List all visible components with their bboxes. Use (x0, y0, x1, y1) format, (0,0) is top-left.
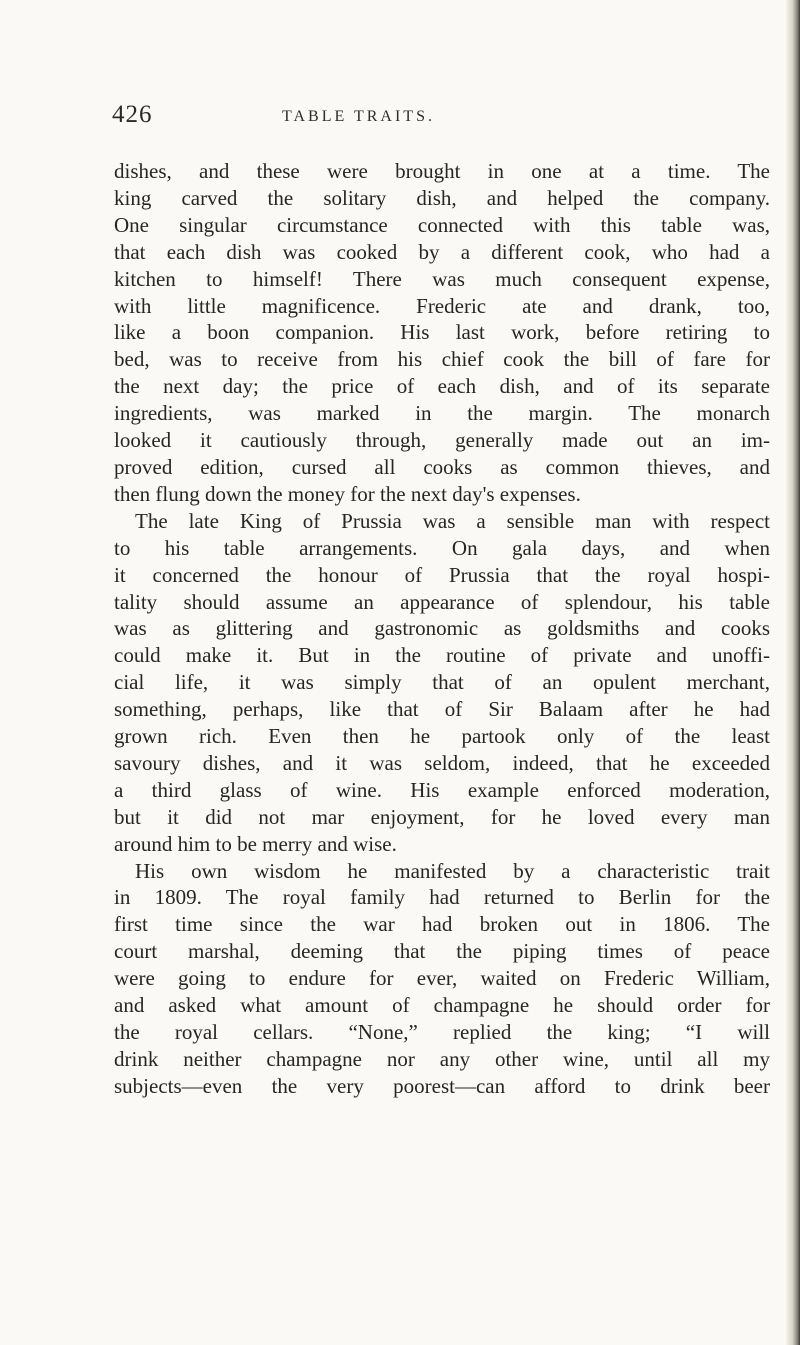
text-line: king carved the solitary dish, and helped the company. (114, 185, 770, 210)
text-line: then flung down the money for the next day's expenses. (114, 481, 581, 506)
text-line: bed, was to receive from his chief cook the bill of fare for (114, 347, 770, 372)
text-line: savoury dishes, and it was seldom, indeed, that he exceeded (114, 750, 770, 775)
text-line: grown rich. Even then he partook only of the least (114, 724, 770, 749)
text-line: One singular circumstance connected with this table was, (114, 212, 770, 237)
text-line: the royal cellars. “None,” replied the king; “I will (114, 1020, 770, 1044)
page-number: 426 (112, 101, 153, 128)
text-line: looked it cautiously through, generally made out an im- (114, 428, 770, 453)
text-line: with little magnificence. Frederic ate and drank, too, (114, 293, 770, 318)
text-line: something, perhaps, like that of Sir Balaam after he had (114, 697, 770, 722)
text-line: to his table arrangements. On gala days, and when (114, 535, 770, 560)
text-line: subjects—even the very poorest—can afford to drink beer (114, 1073, 770, 1098)
text-line: and asked what amount of champagne he should order for (114, 993, 770, 1018)
text-line: His own wisdom he manifested by a characteristic trait (135, 858, 770, 883)
text-line: around him to be merry and wise. (114, 831, 397, 856)
text-line: dishes, and these were brought in one at a time. The (114, 159, 770, 183)
text-line: court marshal, deeming that the piping times of peace (114, 939, 770, 964)
text-line: the next day; the price of each dish, and of its separate (114, 374, 770, 399)
page-header (112, 101, 772, 135)
text-line: could make it. But in the routine of private and unoffi- (114, 643, 770, 668)
text-line: The late King of Prussia was a sensible man with respect (135, 508, 770, 533)
text-line: but it did not mar enjoyment, for he loved every man (114, 804, 770, 829)
text-line: that each dish was cooked by a different cook, who had a (114, 239, 770, 264)
text-line: kitchen to himself! There was much consequent expense, (114, 266, 770, 291)
text-line: a third glass of wine. His example enforced moderation, (114, 777, 770, 802)
text-line: tality should assume an appearance of splendour, his table (114, 589, 770, 614)
text-line: drink neither champagne nor any other wine, until all my (114, 1046, 770, 1071)
text-line: proved edition, cursed all cooks as common thieves, and (114, 454, 770, 479)
text-line: were going to endure for ever, waited on Frederic William, (114, 966, 770, 991)
text-line: in 1809. The royal family had returned to Berlin for the (114, 885, 770, 910)
text-line: cial life, it was simply that of an opulent merchant, (114, 670, 770, 695)
page-edge-shadow (786, 0, 800, 1345)
text-line: ingredients, was marked in the margin. The monarch (114, 401, 770, 426)
running-head: TABLE TRAITS. (282, 108, 435, 125)
text-line: first time since the war had broken out in 1806. The (114, 912, 770, 937)
text-line: like a boon companion. His last work, before retiring to (114, 320, 770, 345)
text-line: was as glittering and gastronomic as goldsmiths and cooks (114, 616, 770, 641)
text-line: it concerned the honour of Prussia that the royal hospi- (114, 562, 770, 587)
body-text (114, 158, 770, 1100)
